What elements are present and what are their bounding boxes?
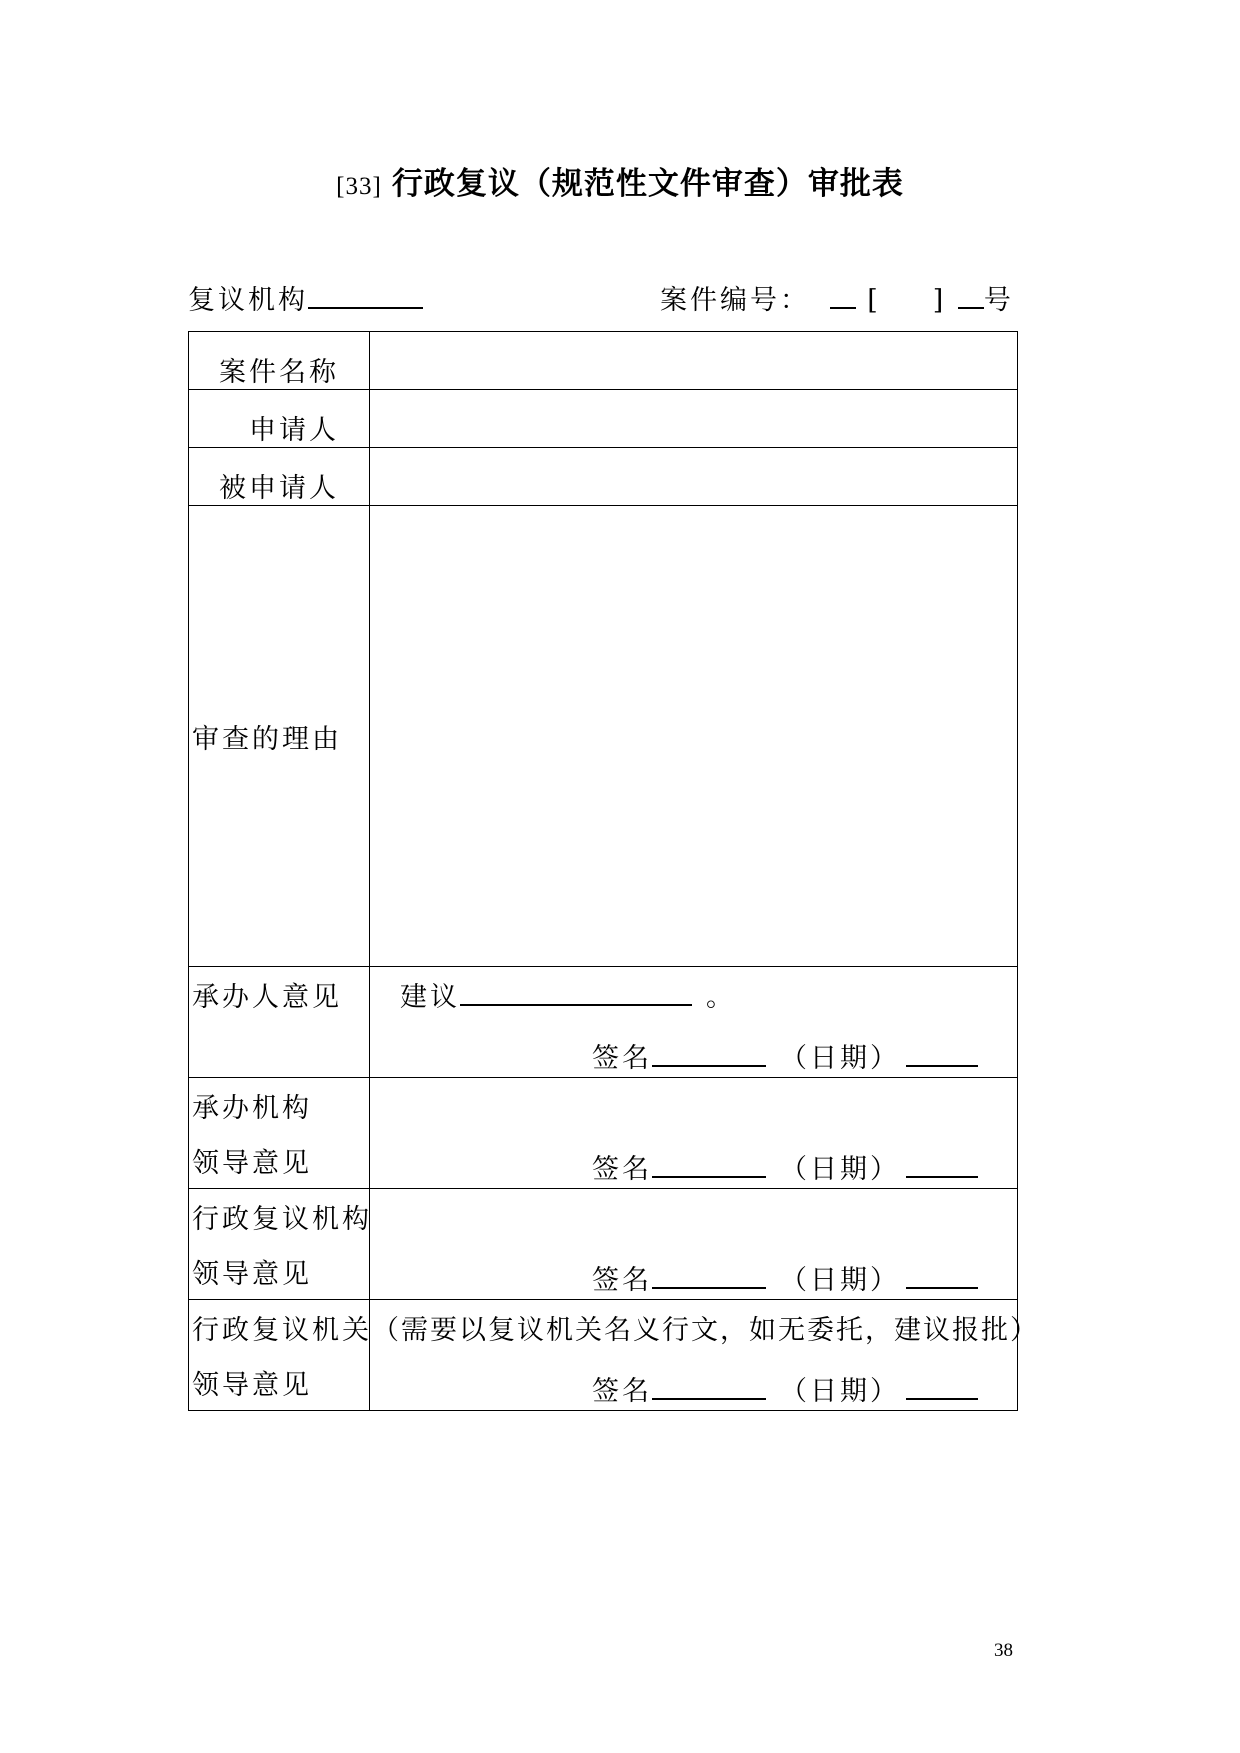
form-number: [33]: [336, 173, 382, 200]
org-leader-label-1: 承办机构: [192, 1093, 312, 1124]
review-dept-cell: [370, 1300, 1039, 1411]
date-blank[interactable]: [906, 1261, 978, 1289]
suggest-line: [370, 967, 1017, 1022]
case-number-blank-2[interactable]: [958, 281, 984, 309]
review-dept-label-1: 行政复议机关: [192, 1315, 372, 1346]
row-review-org-leader: [189, 1189, 1018, 1300]
respondent-label: 被申请人: [189, 448, 370, 506]
sign-blank[interactable]: [652, 1372, 766, 1400]
signature-row-3: [370, 1244, 1017, 1299]
reason-cell[interactable]: [370, 506, 1018, 967]
row-handler-opinion: [189, 967, 1018, 1078]
reason-label: 审查的理由: [189, 506, 370, 967]
handler-opinion-cell-label: [189, 967, 370, 1078]
row-org-leader: [189, 1078, 1018, 1189]
row-review-dept-leader: [189, 1300, 1018, 1411]
applicant-label: 申请人: [189, 390, 370, 448]
handler-opinion-cell: [370, 967, 1018, 1078]
signature-row-2: [370, 1133, 1017, 1188]
sign-blank[interactable]: [652, 1261, 766, 1289]
case-number-label: 案件编号：: [660, 285, 810, 316]
review-org-cell-label: [189, 1189, 370, 1300]
suggest-blank[interactable]: [460, 978, 692, 1006]
case-number-close-bracket: ]: [932, 285, 947, 316]
date-label: （日期）: [780, 1376, 900, 1407]
approval-table: [188, 331, 1039, 1411]
sign-label: 签名: [592, 1376, 652, 1407]
row-case-name: [189, 332, 1018, 390]
sign-label: 签名: [592, 1265, 652, 1296]
row-reason: [189, 506, 1018, 967]
date-blank[interactable]: [906, 1150, 978, 1178]
org-leader-cell: [370, 1078, 1018, 1189]
case-number-open-bracket: [: [867, 285, 881, 316]
case-number-blank-1[interactable]: [830, 281, 856, 309]
review-org-label-2: 领导意见: [192, 1259, 312, 1290]
date-blank[interactable]: [906, 1372, 978, 1400]
case-number-suffix: 号: [983, 285, 1014, 316]
org-leader-cell-label: [189, 1078, 370, 1189]
review-dept-label-2: 领导意见: [192, 1370, 312, 1401]
review-dept-cell-label: [189, 1300, 370, 1411]
row-respondent: [189, 448, 1018, 506]
review-dept-note: （需要以复议机关名义行文，如无委托，建议报批）: [372, 1315, 1039, 1346]
review-org-label-1: 行政复议机构: [192, 1204, 372, 1235]
sign-blank[interactable]: [652, 1150, 766, 1178]
suggest-label: 建议: [400, 982, 460, 1013]
signature-row-4: [370, 1355, 1017, 1410]
case-name-cell[interactable]: [370, 332, 1018, 390]
applicant-cell[interactable]: [370, 390, 1018, 448]
row-applicant: [189, 390, 1018, 448]
org-leader-label-2: 领导意见: [192, 1148, 312, 1179]
handler-opinion-label: 承办人意见: [192, 982, 342, 1013]
signature-row-1: [370, 1022, 1017, 1077]
respondent-cell[interactable]: [370, 448, 1018, 506]
form-title: 行政复议（规范性文件审查）审批表: [391, 166, 904, 202]
date-label: （日期）: [780, 1154, 900, 1185]
page-number: 38: [994, 1640, 1013, 1661]
date-label: （日期）: [780, 1043, 900, 1074]
suggest-end: 。: [706, 982, 736, 1013]
sign-blank[interactable]: [652, 1039, 766, 1067]
date-blank[interactable]: [906, 1039, 978, 1067]
agency-label: 复议机构: [188, 285, 308, 316]
agency-field: [188, 278, 423, 317]
sign-label: 签名: [592, 1154, 652, 1185]
page-title: [0, 158, 1240, 203]
review-org-cell: [370, 1189, 1018, 1300]
date-label: （日期）: [780, 1265, 900, 1296]
agency-blank[interactable]: [308, 281, 423, 309]
case-number-field: [660, 278, 1014, 317]
case-name-label: 案件名称: [189, 332, 370, 390]
sign-label: 签名: [592, 1043, 652, 1074]
